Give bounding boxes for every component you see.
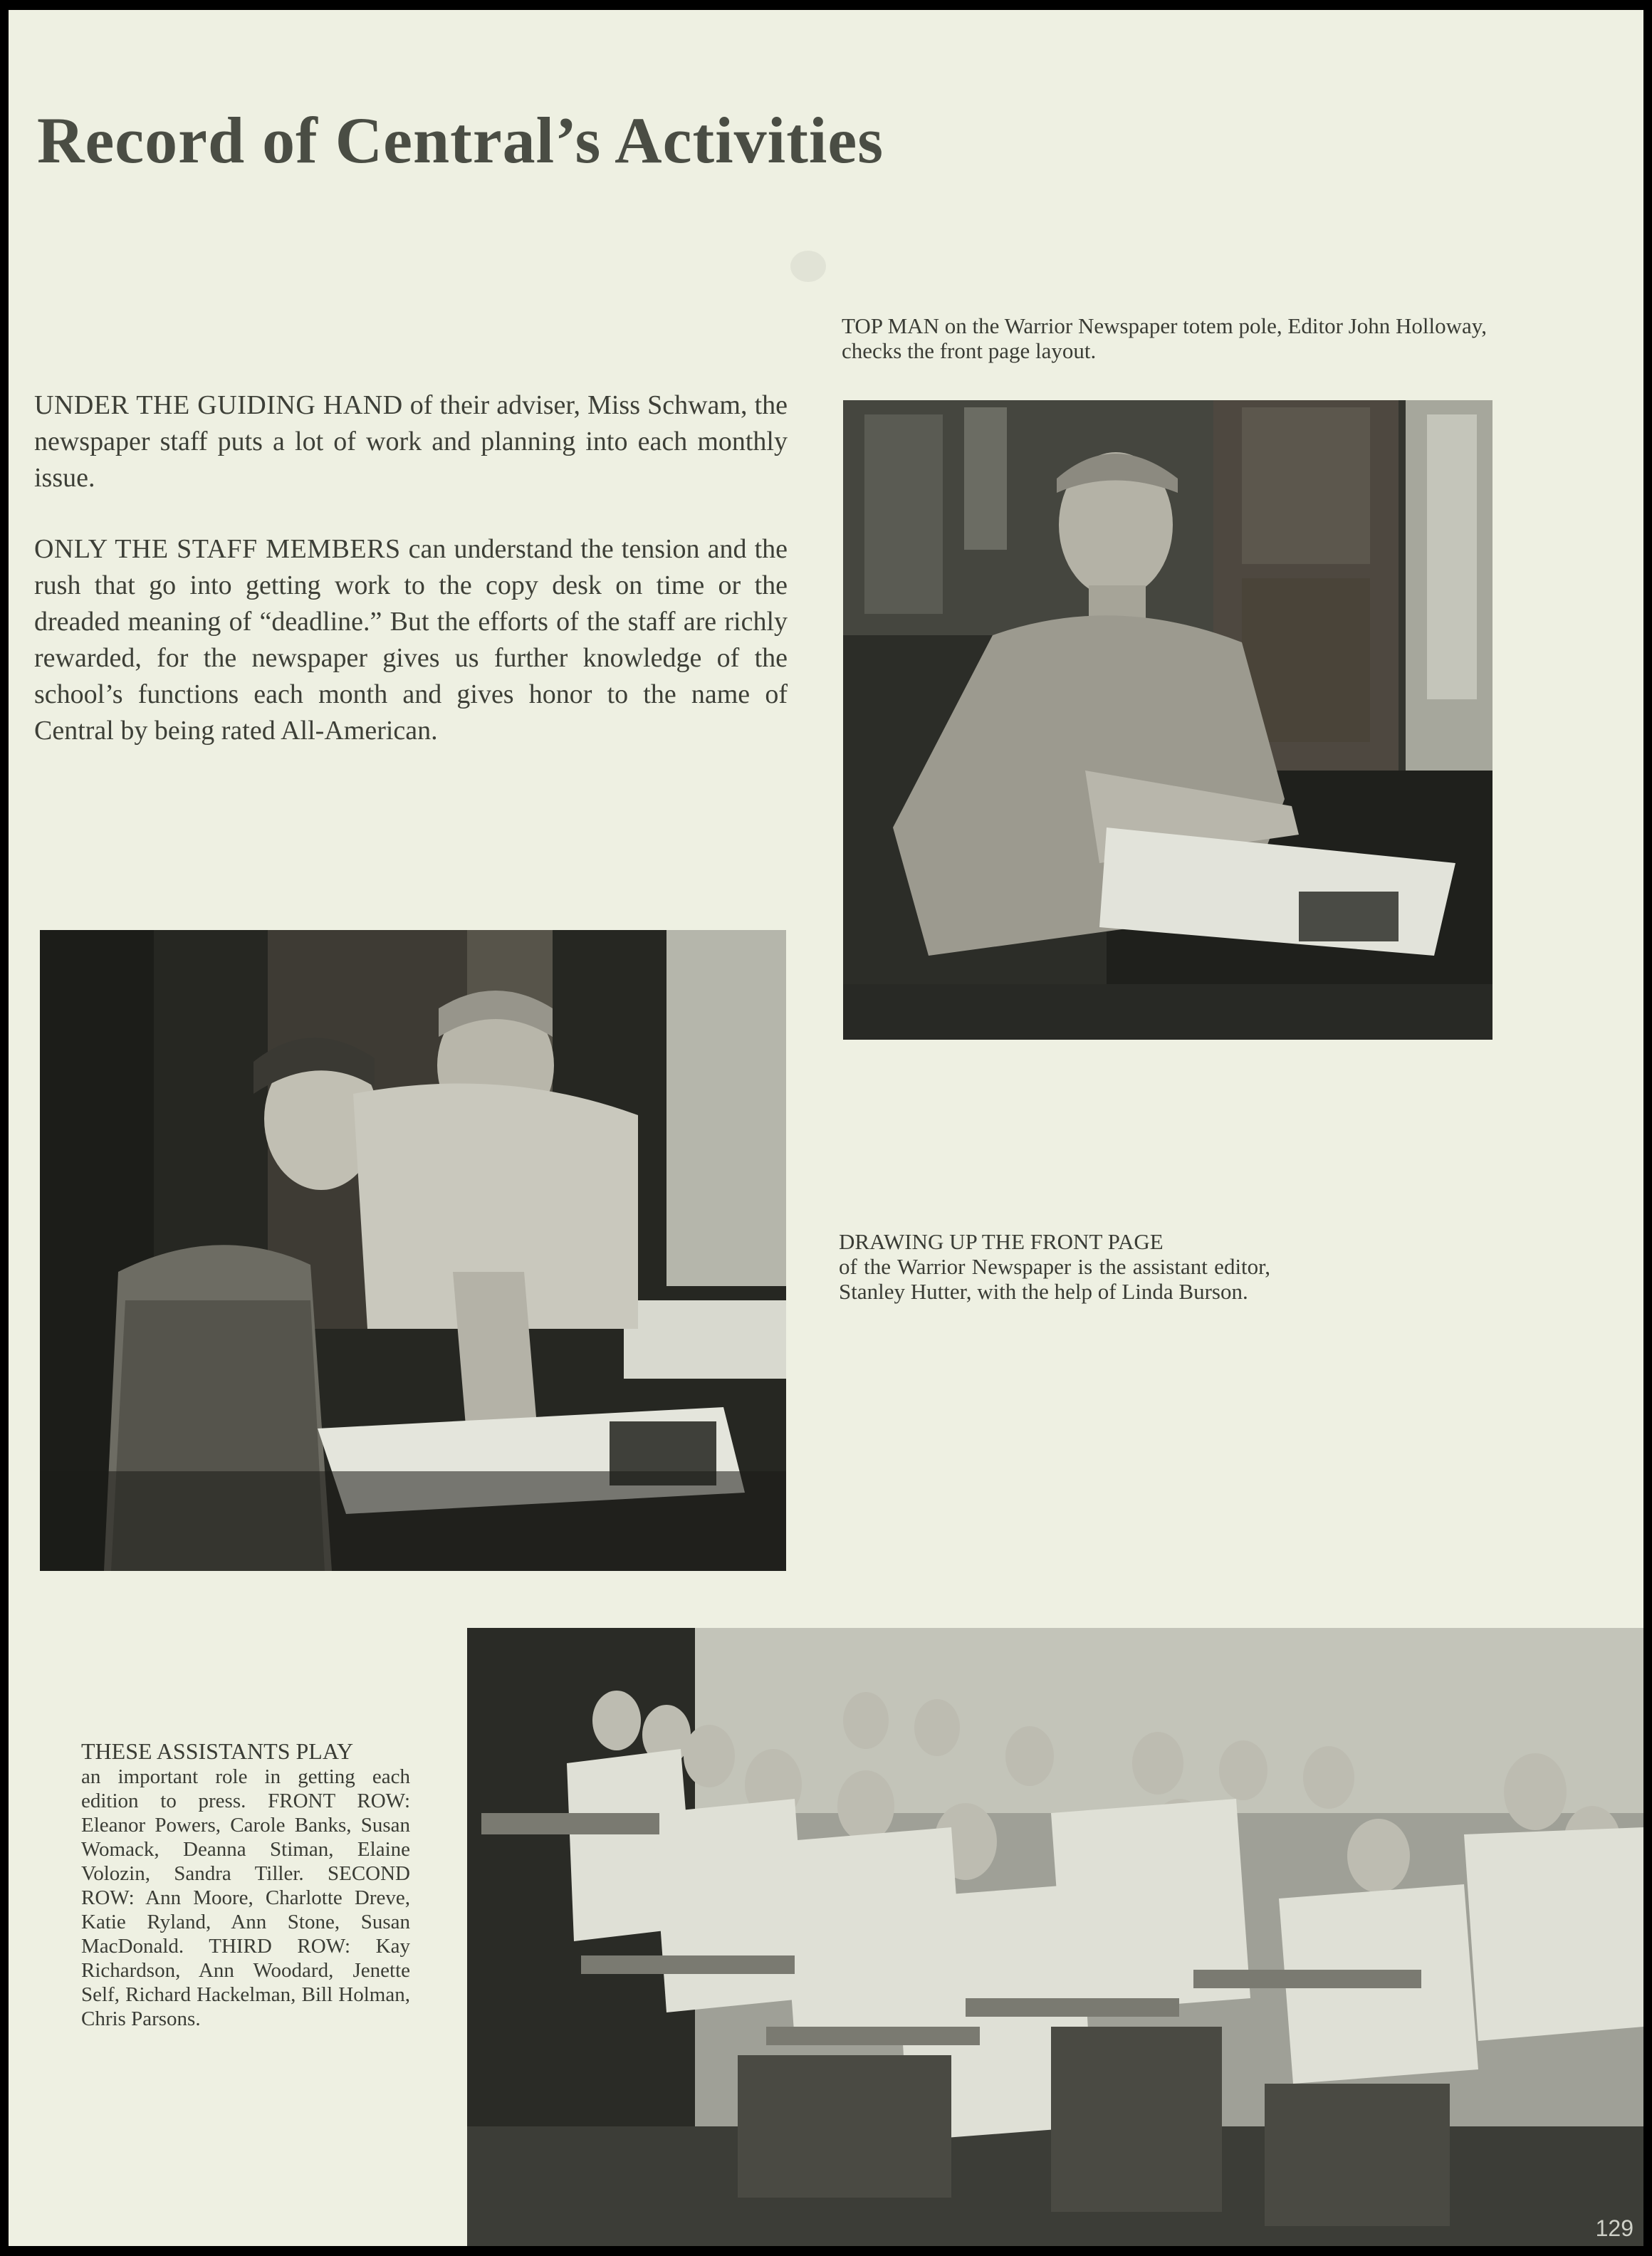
- caption-front-page-lead: DRAWING UP THE FRONT PAGE: [839, 1229, 1164, 1254]
- caption-assistants: [81, 1739, 410, 2031]
- caption-front-page: [839, 1229, 1270, 1304]
- caption-top-man-lead: TOP MAN: [842, 313, 939, 338]
- intro-paragraph-2: [34, 531, 788, 749]
- photo-editor-at-desk: [843, 400, 1492, 1040]
- paper-smudge: [790, 251, 826, 282]
- caption-top-man-body: on the Warrior Newspaper totem pole, Editor John Holloway, checks the front page layout.: [842, 313, 1487, 363]
- intro-paragraph-1: [34, 387, 788, 496]
- intro-paragraph-1-body: of their adviser, Miss Schwam, the newspaper staff puts a lot of work and planning into each monthly issue.: [34, 390, 788, 493]
- caption-assistants-body: an important role in getting each edition to press. FRONT ROW: Eleanor Powers, Carole Banks, Susan Womack, Deanna Stiman, Elaine Volozin, Sandra Tiller. SECOND ROW: Ann Moore, Charlotte Dreve, Katie Ryland, Ann Stone, Susan MacDonald. THIRD ROW: Kay Richardson, Ann Woodard, Jenette Self, Richard Hackelman, Bill Holman, Chris Parsons.: [81, 1765, 410, 2030]
- intro-paragraph-1-lead: UNDER THE GUIDING HAND: [34, 390, 403, 420]
- photo-drawing-front-page: [40, 930, 786, 1571]
- intro-paragraph-2-body: can understand the tension and the rush that go into getting work to the copy desk on time or the dreaded meaning of “deadline.” But the efforts of the staff are richly rewarded, for the newspaper gives us further knowledge of the school’s functions each month and gives honor to the name of Central by being rated All-American.: [34, 534, 788, 746]
- yearbook-page: [9, 10, 1643, 2246]
- page-number: 129: [1595, 2215, 1633, 2241]
- caption-top-man: [842, 313, 1487, 363]
- caption-assistants-lead: THESE ASSISTANTS PLAY: [81, 1738, 354, 1764]
- page-title: Record of Central’s Activities: [37, 104, 884, 177]
- caption-front-page-body: of the Warrior Newspaper is the assistant editor, Stanley Hutter, with the help of Linda Burson.: [839, 1254, 1270, 1304]
- intro-paragraph-2-lead: ONLY THE STAFF MEMBERS: [34, 534, 401, 564]
- photo-assistants-classroom: [467, 1628, 1643, 2246]
